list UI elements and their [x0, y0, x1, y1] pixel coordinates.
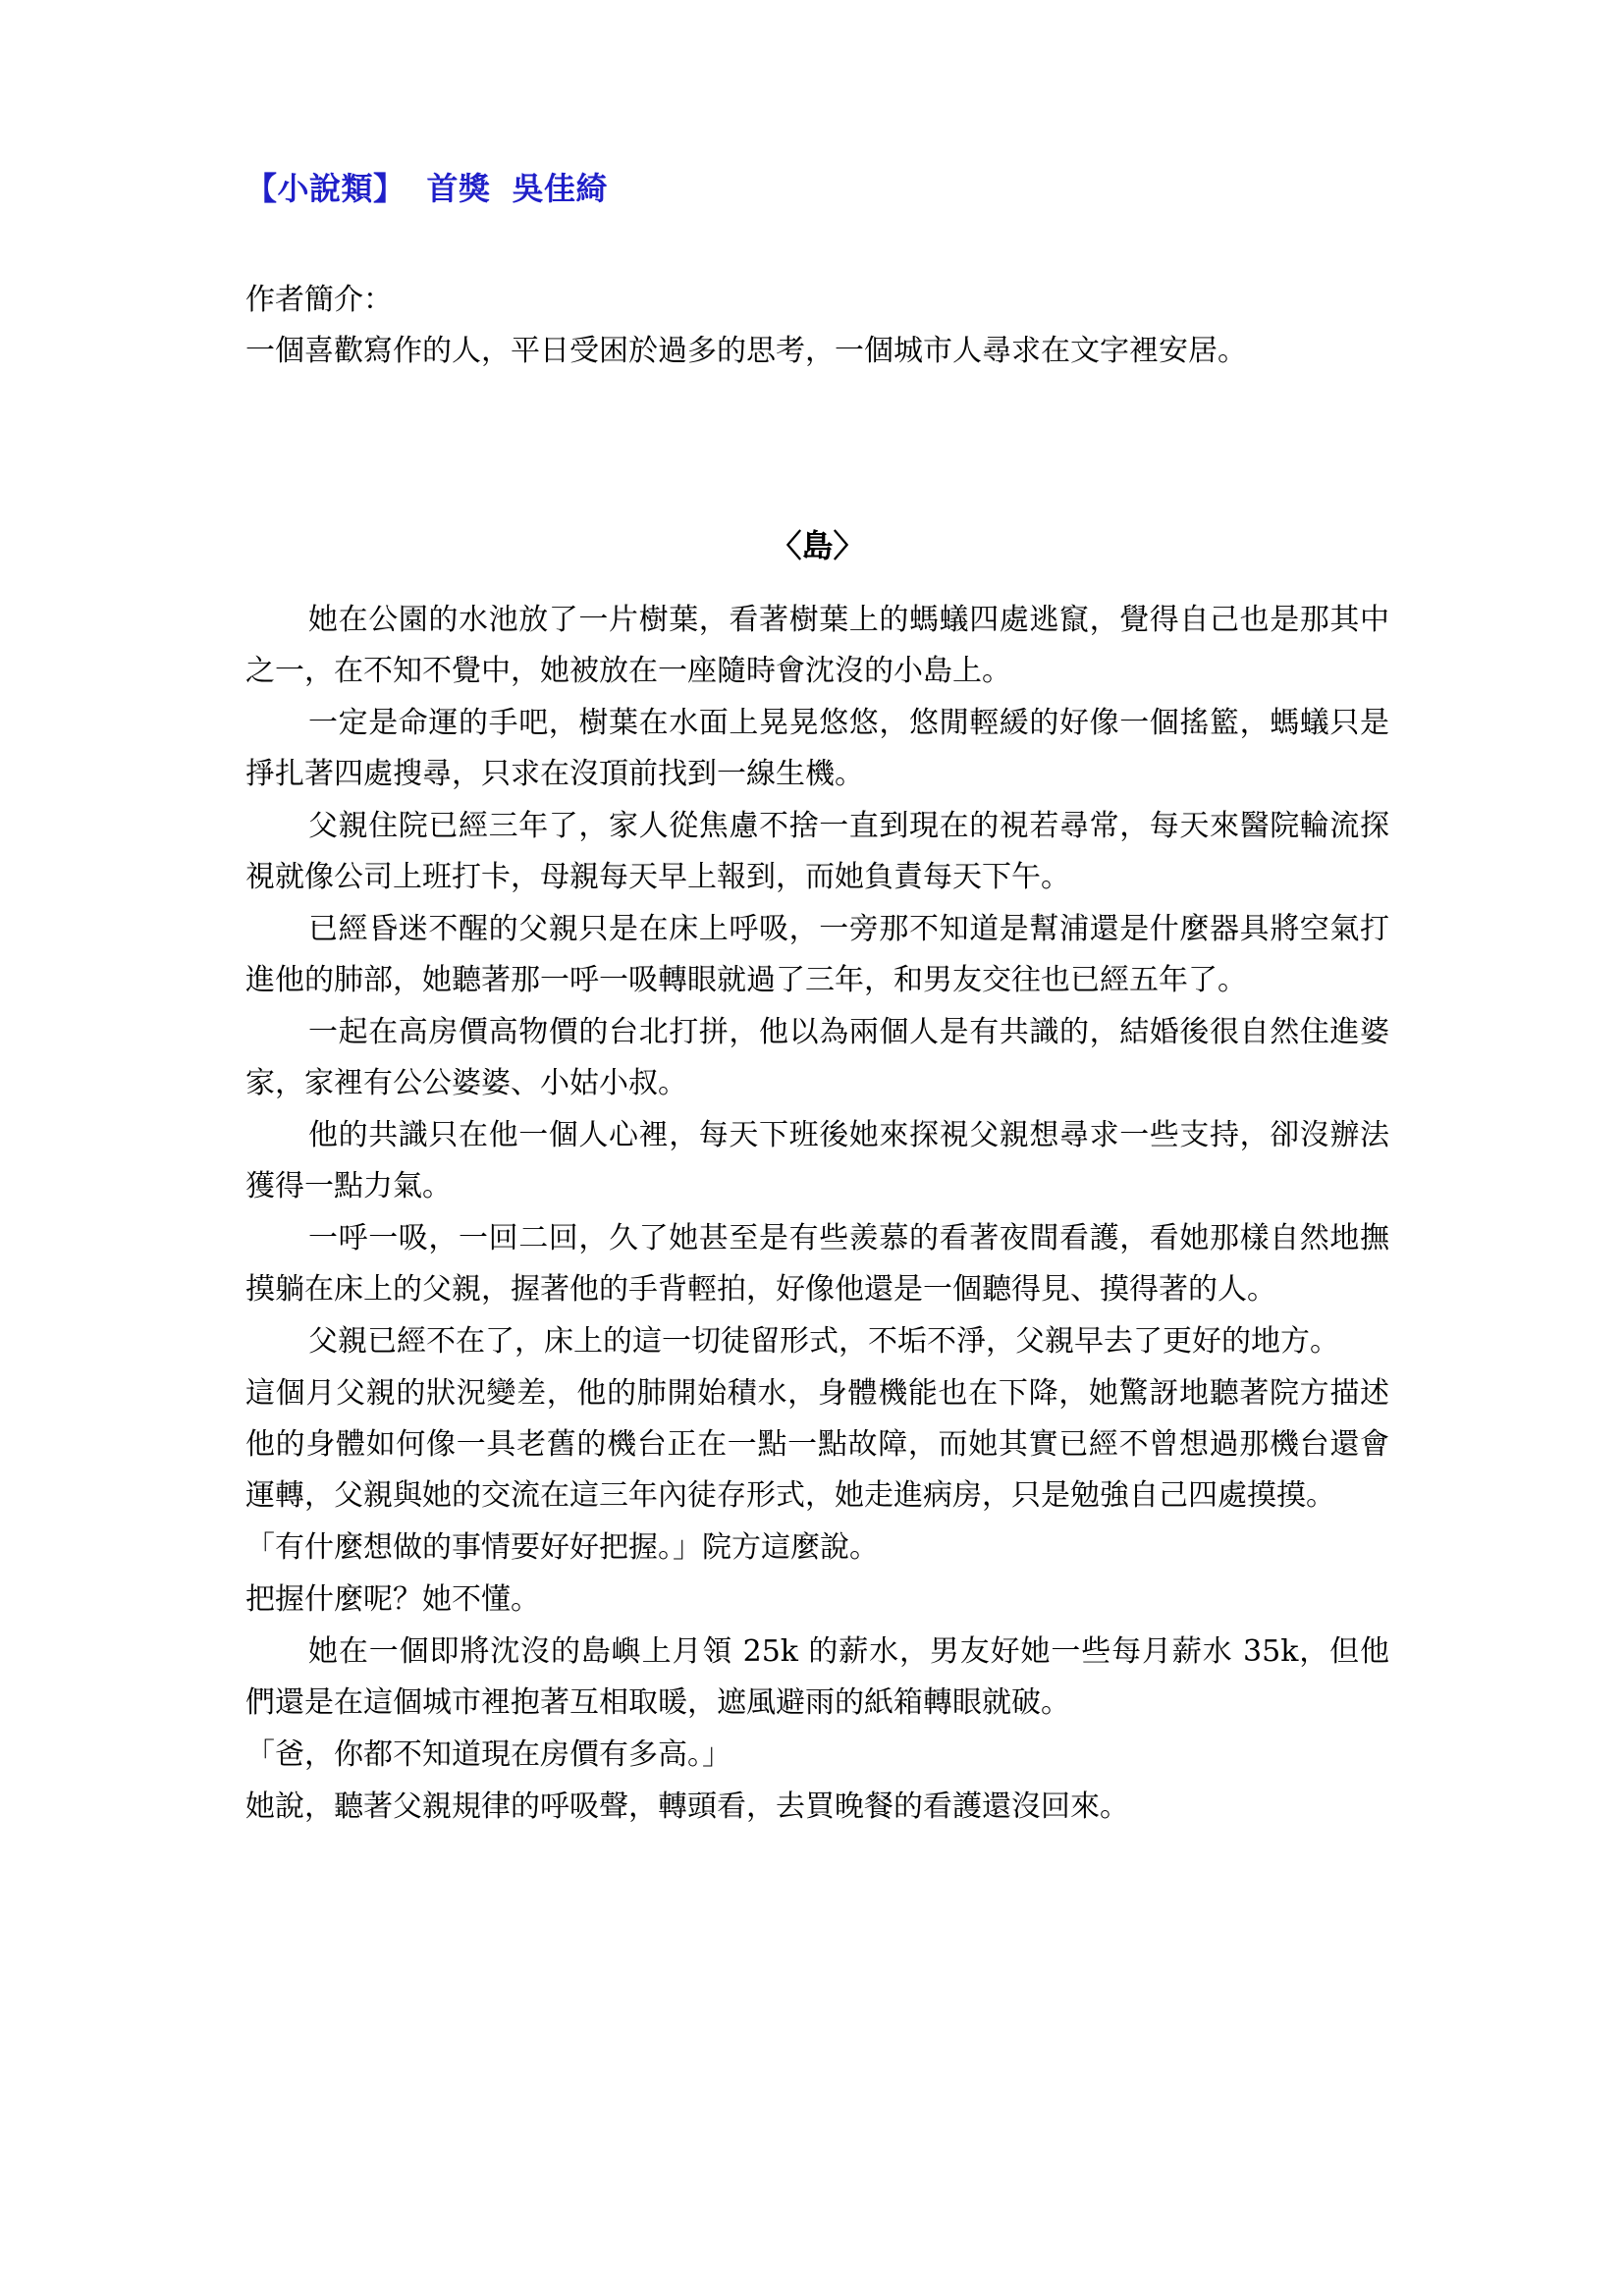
author-intro-label: 作者簡介： — [245, 283, 393, 317]
story-title: 〈島〉 — [770, 527, 865, 564]
story-dialogue: 「有什麼想做的事情要好好把握。」院方這麼說。 — [245, 1530, 879, 1565]
award-category: 【小說類】 — [245, 170, 406, 207]
story-paragraph: 父親住院已經三年了，家人從焦慮不捨一直到現在的視若尋常，每天來醫院輪流探視就像公司上班打卡，母親每天早上報到，而她負責每天下午。 — [245, 809, 1389, 894]
story-text — [245, 595, 1389, 1833]
story-paragraph: 父親已經不在了，床上的這一切徒留形式，不垢不淨，父親早去了更好的地方。 — [308, 1324, 1339, 1359]
author-name: 吳佳綺 — [512, 170, 609, 207]
story-paragraph: 她在公園的水池放了一片樹葉，看著樹葉上的螞蟻四處逃竄，覺得自己也是那其中之一，在不知不覺中，她被放在一座隨時會沈沒的小島上。 — [245, 603, 1389, 688]
award-heading — [245, 165, 1389, 212]
story-paragraph: 一起在高房價高物價的台北打拼，他以為兩個人是有共識的，結婚後很自然住進婆家，家裡有公公婆婆、小姑小叔。 — [245, 1015, 1389, 1100]
story-paragraph: 她在一個即將沈沒的島嶼上月領 25k 的薪水，男友好她一些每月薪水 35k，但他們還是在這個城市裡抱著互相取暖，遮風避雨的紙箱轉眼就破。 — [245, 1634, 1390, 1720]
story-paragraph: 把握什麼呢？她不懂。 — [245, 1582, 540, 1617]
story-paragraph: 他的共識只在他一個人心裡，每天下班後她來探視父親想尋求一些支持，卻沒辦法獲得一點力氣。 — [245, 1118, 1389, 1203]
document-body — [245, 165, 1389, 1834]
story-dialogue: 「爸，你都不知道現在房價有多高。」 — [245, 1737, 731, 1772]
story-paragraph: 一呼一吸，一回二回，久了她甚至是有些羨慕的看著夜間看護，看她那樣自然地撫摸躺在床上的父親，握著他的手背輕拍，好像他還是一個聽得見、摸得著的人。 — [245, 1221, 1389, 1307]
story-paragraph: 已經昏迷不醒的父親只是在床上呼吸，一旁那不知道是幫浦還是什麼器具將空氣打進他的肺部，她聽著那一呼一吸轉眼就過了三年，和男友交往也已經五年了。 — [245, 912, 1389, 997]
author-intro-text: 一個喜歡寫作的人，平日受困於過多的思考，一個城市人尋求在文字裡安居。 — [245, 334, 1247, 368]
story-paragraph: 她說，聽著父親規律的呼吸聲，轉頭看，去買晚餐的看護還沒回來。 — [245, 1789, 1129, 1824]
award-rank: 首獎 — [426, 170, 491, 207]
story-paragraph: 這個月父親的狀況變差，他的肺開始積水，身體機能也在下降，她驚訝地聽著院方描述他的身體如何像一具老舊的機台正在一點一點故障，而她其實已經不曾想過那機台還會運轉，父親與她的交流在這三年內徒存形式，她走進病房，只是勉強自己四處摸摸。 — [245, 1376, 1389, 1513]
story-paragraph: 一定是命運的手吧，樹葉在水面上晃晃悠悠，悠閒輕緩的好像一個搖籃，螞蟻只是掙扎著四處搜尋，只求在沒頂前找到一線生機。 — [245, 706, 1389, 791]
